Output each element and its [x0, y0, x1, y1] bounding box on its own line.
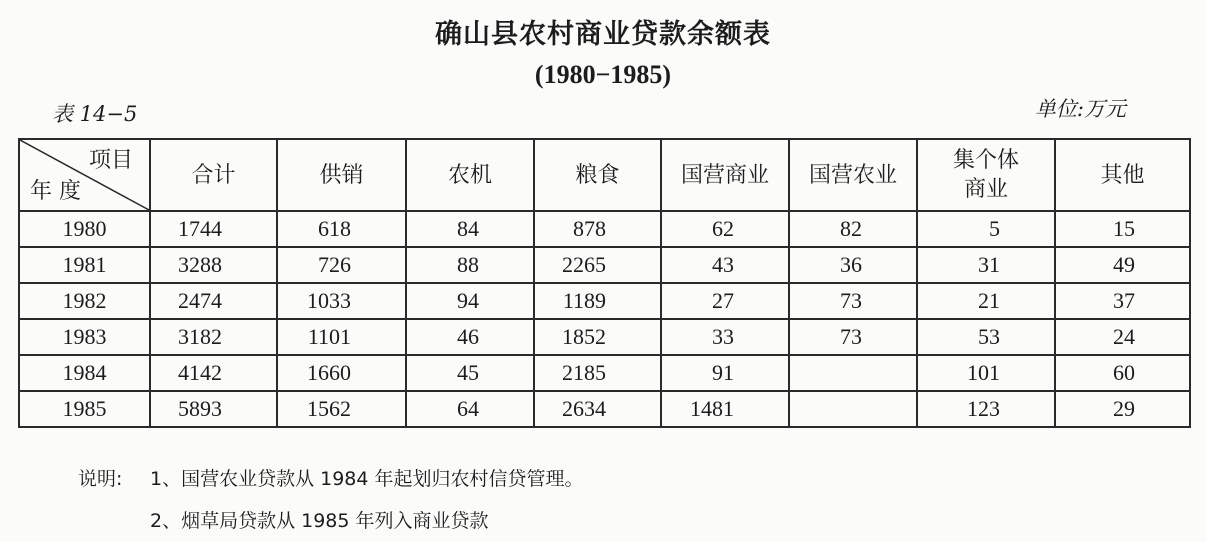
- note-line: [78, 458, 584, 500]
- table-cell: 37: [1055, 283, 1190, 319]
- table-cell: 2185: [534, 355, 661, 391]
- loan-balance-table: [18, 138, 1191, 428]
- table-cell: 84: [406, 211, 534, 247]
- unit-label: 单位:万元: [1034, 97, 1126, 121]
- table-cell: 878: [534, 211, 661, 247]
- column-header-line-2: 商业: [963, 177, 1008, 202]
- column-header-supply-marketing: 供销: [277, 139, 406, 211]
- table-cell: 618: [277, 211, 406, 247]
- column-header-grain: 粮食: [534, 139, 661, 211]
- table-cell: 64: [406, 391, 534, 427]
- corner-row-header: 年 度: [30, 179, 81, 204]
- year-cell: 1983: [19, 319, 150, 355]
- table-cell: 2634: [534, 391, 661, 427]
- table-row: [19, 247, 1190, 283]
- table-cell: 82: [789, 211, 917, 247]
- table-cell: [789, 391, 917, 427]
- table-row: [19, 391, 1190, 427]
- table-cell: 29: [1055, 391, 1190, 427]
- table-cell: 15: [1055, 211, 1190, 247]
- table-row: [19, 211, 1190, 247]
- year-cell: 1985: [19, 391, 150, 427]
- table-row: [19, 319, 1190, 355]
- table-cell: 3288: [150, 247, 277, 283]
- table-cell: 1744: [150, 211, 277, 247]
- year-cell: 1982: [19, 283, 150, 319]
- year-cell: 1980: [19, 211, 150, 247]
- table-cell: 1189: [534, 283, 661, 319]
- column-header-state-commerce: 国营商业: [661, 139, 789, 211]
- table-cell: 1660: [277, 355, 406, 391]
- table-cell: 123: [917, 391, 1055, 427]
- table-cell: 24: [1055, 319, 1190, 355]
- column-header-total: 合计: [150, 139, 277, 211]
- note-item: 1、国营农业贷款从 1984 年起划归农村信贷管理。: [150, 468, 584, 490]
- table-cell: 36: [789, 247, 917, 283]
- table-cell: 45: [406, 355, 534, 391]
- column-header-state-agriculture: 国营农业: [789, 139, 917, 211]
- table-row: [19, 355, 1190, 391]
- table-cell: 21: [917, 283, 1055, 319]
- table-number: 表 14−5: [52, 102, 138, 126]
- corner-column-header: 项目: [88, 148, 133, 173]
- table-cell: 2474: [150, 283, 277, 319]
- column-header-collective-individual-commerce: [917, 139, 1055, 211]
- table-cell: 73: [789, 319, 917, 355]
- table-cell: 62: [661, 211, 789, 247]
- table-cell: 5: [917, 211, 1055, 247]
- table-cell: 1033: [277, 283, 406, 319]
- table-cell: 4142: [150, 355, 277, 391]
- column-header-agri-machinery: 农机: [406, 139, 534, 211]
- table-cell: 31: [917, 247, 1055, 283]
- notes-label: 说明:: [78, 468, 123, 490]
- table-cell: 43: [661, 247, 789, 283]
- table-cell: 27: [661, 283, 789, 319]
- table-cell: 1481: [661, 391, 789, 427]
- table-cell: 33: [661, 319, 789, 355]
- table-cell: 726: [277, 247, 406, 283]
- note-line: [78, 500, 584, 542]
- table-cell: 53: [917, 319, 1055, 355]
- note-item: 2、烟草局贷款从 1985 年列入商业贷款: [150, 510, 489, 532]
- header-row: [19, 139, 1190, 211]
- column-header-other: 其他: [1055, 139, 1190, 211]
- table-cell: 3182: [150, 319, 277, 355]
- table-row: [19, 283, 1190, 319]
- table-cell: 5893: [150, 391, 277, 427]
- table-cell: 73: [789, 283, 917, 319]
- table-cell: 46: [406, 319, 534, 355]
- table-subtitle: (1980−1985): [534, 60, 672, 89]
- table-cell: 91: [661, 355, 789, 391]
- corner-header-cell: [19, 139, 150, 211]
- table-cell: 1101: [277, 319, 406, 355]
- table-title: 确山县农村商业贷款余额表: [435, 19, 771, 50]
- notes-section: [78, 458, 584, 542]
- table-cell: 1562: [277, 391, 406, 427]
- table-cell: 49: [1055, 247, 1190, 283]
- table-cell: 88: [406, 247, 534, 283]
- year-cell: 1981: [19, 247, 150, 283]
- table-cell: [789, 355, 917, 391]
- year-cell: 1984: [19, 355, 150, 391]
- table-cell: 94: [406, 283, 534, 319]
- table-cell: 101: [917, 355, 1055, 391]
- column-header-line-1: 集个体: [952, 148, 1019, 173]
- table-cell: 2265: [534, 247, 661, 283]
- table-cell: 60: [1055, 355, 1190, 391]
- table-cell: 1852: [534, 319, 661, 355]
